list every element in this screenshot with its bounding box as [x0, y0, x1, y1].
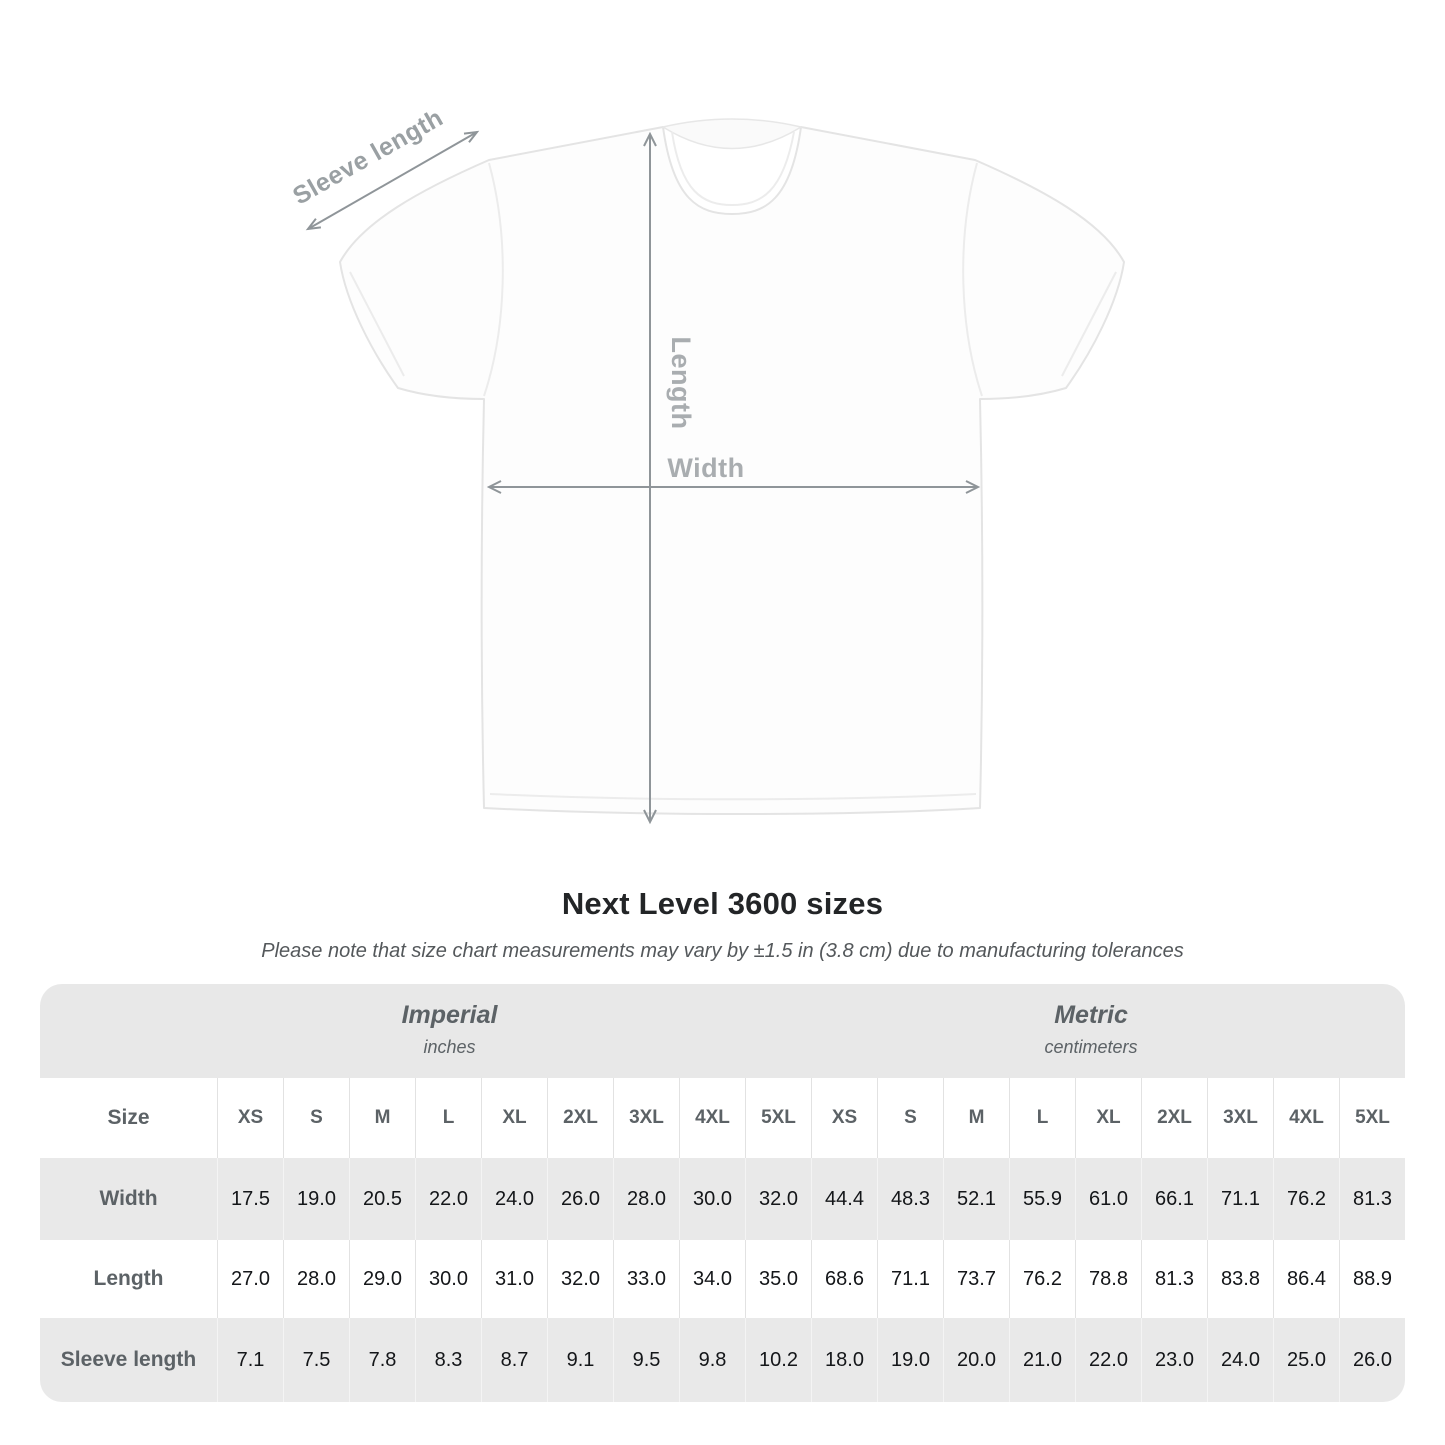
- value-cell: 76.2: [1273, 1158, 1339, 1240]
- value-cell: 76.2: [1009, 1240, 1075, 1318]
- value-cell: 26.0: [547, 1158, 613, 1240]
- row-label: Sleeve length: [60, 1348, 197, 1371]
- value-cell: 9.1: [547, 1318, 613, 1402]
- table-row: [40, 1158, 1405, 1240]
- value-cell: 71.1: [877, 1240, 943, 1318]
- collar: [663, 119, 801, 149]
- table-row: [40, 1318, 1405, 1402]
- value-cell: 33.0: [613, 1240, 679, 1318]
- units-header-band: [40, 984, 1405, 1078]
- metric-header: [1045, 1001, 1138, 1058]
- value-cell: 7.5: [283, 1318, 349, 1402]
- row-label: Size: [107, 1106, 150, 1129]
- size-header: 3XL: [613, 1078, 679, 1158]
- value-cell: 8.7: [481, 1318, 547, 1402]
- value-cell: 30.0: [679, 1158, 745, 1240]
- value-cell: 68.6: [811, 1240, 877, 1318]
- metric-unit: centimeters: [1044, 1037, 1138, 1057]
- value-cell: 27.0: [217, 1240, 283, 1318]
- size-header: S: [283, 1078, 349, 1158]
- value-cell: 28.0: [283, 1240, 349, 1318]
- size-header: L: [1009, 1078, 1075, 1158]
- value-cell: 81.3: [1141, 1240, 1207, 1318]
- value-cell: 22.0: [415, 1158, 481, 1240]
- size-header: 3XL: [1207, 1078, 1273, 1158]
- value-cell: 52.1: [943, 1158, 1009, 1240]
- value-cell: 34.0: [679, 1240, 745, 1318]
- size-header: 2XL: [1141, 1078, 1207, 1158]
- value-cell: 20.5: [349, 1158, 415, 1240]
- row-label: Width: [99, 1187, 158, 1210]
- value-cell: 73.7: [943, 1240, 1009, 1318]
- value-cell: 32.0: [547, 1240, 613, 1318]
- size-header: 2XL: [547, 1078, 613, 1158]
- value-cell: 35.0: [745, 1240, 811, 1318]
- value-cell: 88.9: [1339, 1240, 1405, 1318]
- value-cell: 24.0: [481, 1158, 547, 1240]
- value-cell: 32.0: [745, 1158, 811, 1240]
- imperial-unit: inches: [423, 1037, 476, 1057]
- size-header: XS: [217, 1078, 283, 1158]
- size-header: XL: [1075, 1078, 1141, 1158]
- sleeve-length-label: Sleeve length: [288, 103, 448, 211]
- value-cell: 22.0: [1075, 1318, 1141, 1402]
- value-cell: 21.0: [1009, 1318, 1075, 1402]
- value-cell: 7.1: [217, 1318, 283, 1402]
- size-header: M: [943, 1078, 1009, 1158]
- value-cell: 24.0: [1207, 1318, 1273, 1402]
- size-header: 5XL: [1339, 1078, 1405, 1158]
- size-header: 4XL: [679, 1078, 745, 1158]
- size-header: L: [415, 1078, 481, 1158]
- value-cell: 81.3: [1339, 1158, 1405, 1240]
- width-label: Width: [667, 453, 745, 483]
- value-cell: 20.0: [943, 1318, 1009, 1402]
- value-cell: 86.4: [1273, 1240, 1339, 1318]
- size-table: [40, 984, 1405, 1402]
- value-cell: 7.8: [349, 1318, 415, 1402]
- value-cell: 25.0: [1273, 1318, 1339, 1402]
- value-cell: 8.3: [415, 1318, 481, 1402]
- size-header: 5XL: [745, 1078, 811, 1158]
- value-cell: 78.8: [1075, 1240, 1141, 1318]
- value-cell: 61.0: [1075, 1158, 1141, 1240]
- value-cell: 55.9: [1009, 1158, 1075, 1240]
- value-cell: 19.0: [877, 1318, 943, 1402]
- value-cell: 66.1: [1141, 1158, 1207, 1240]
- size-header: 4XL: [1273, 1078, 1339, 1158]
- value-cell: 9.8: [679, 1318, 745, 1402]
- size-grid: [40, 1078, 1405, 1402]
- value-cell: 19.0: [283, 1158, 349, 1240]
- row-label: Length: [93, 1267, 164, 1290]
- size-header: S: [877, 1078, 943, 1158]
- value-cell: 83.8: [1207, 1240, 1273, 1318]
- value-cell: 48.3: [877, 1158, 943, 1240]
- value-cell: 28.0: [613, 1158, 679, 1240]
- imperial-header: [402, 1001, 498, 1058]
- value-cell: 44.4: [811, 1158, 877, 1240]
- value-cell: 23.0: [1141, 1318, 1207, 1402]
- page-title: Next Level 3600 sizes: [561, 886, 884, 921]
- size-header: XS: [811, 1078, 877, 1158]
- table-row: [40, 1078, 1405, 1158]
- length-label: Length: [666, 336, 696, 430]
- value-cell: 31.0: [481, 1240, 547, 1318]
- value-cell: 17.5: [217, 1158, 283, 1240]
- value-cell: 71.1: [1207, 1158, 1273, 1240]
- tolerance-note: Please note that size chart measurements may vary by ±1.5 in (3.8 cm) due to manufacturing tolerances: [261, 940, 1184, 962]
- value-cell: 29.0: [349, 1240, 415, 1318]
- metric-label: Metric: [1054, 1001, 1128, 1029]
- imperial-label: Imperial: [401, 1001, 498, 1029]
- value-cell: 18.0: [811, 1318, 877, 1402]
- size-header: M: [349, 1078, 415, 1158]
- value-cell: 9.5: [613, 1318, 679, 1402]
- value-cell: 30.0: [415, 1240, 481, 1318]
- size-header: XL: [481, 1078, 547, 1158]
- value-cell: 10.2: [745, 1318, 811, 1402]
- value-cell: 26.0: [1339, 1318, 1405, 1402]
- table-row: [40, 1240, 1405, 1318]
